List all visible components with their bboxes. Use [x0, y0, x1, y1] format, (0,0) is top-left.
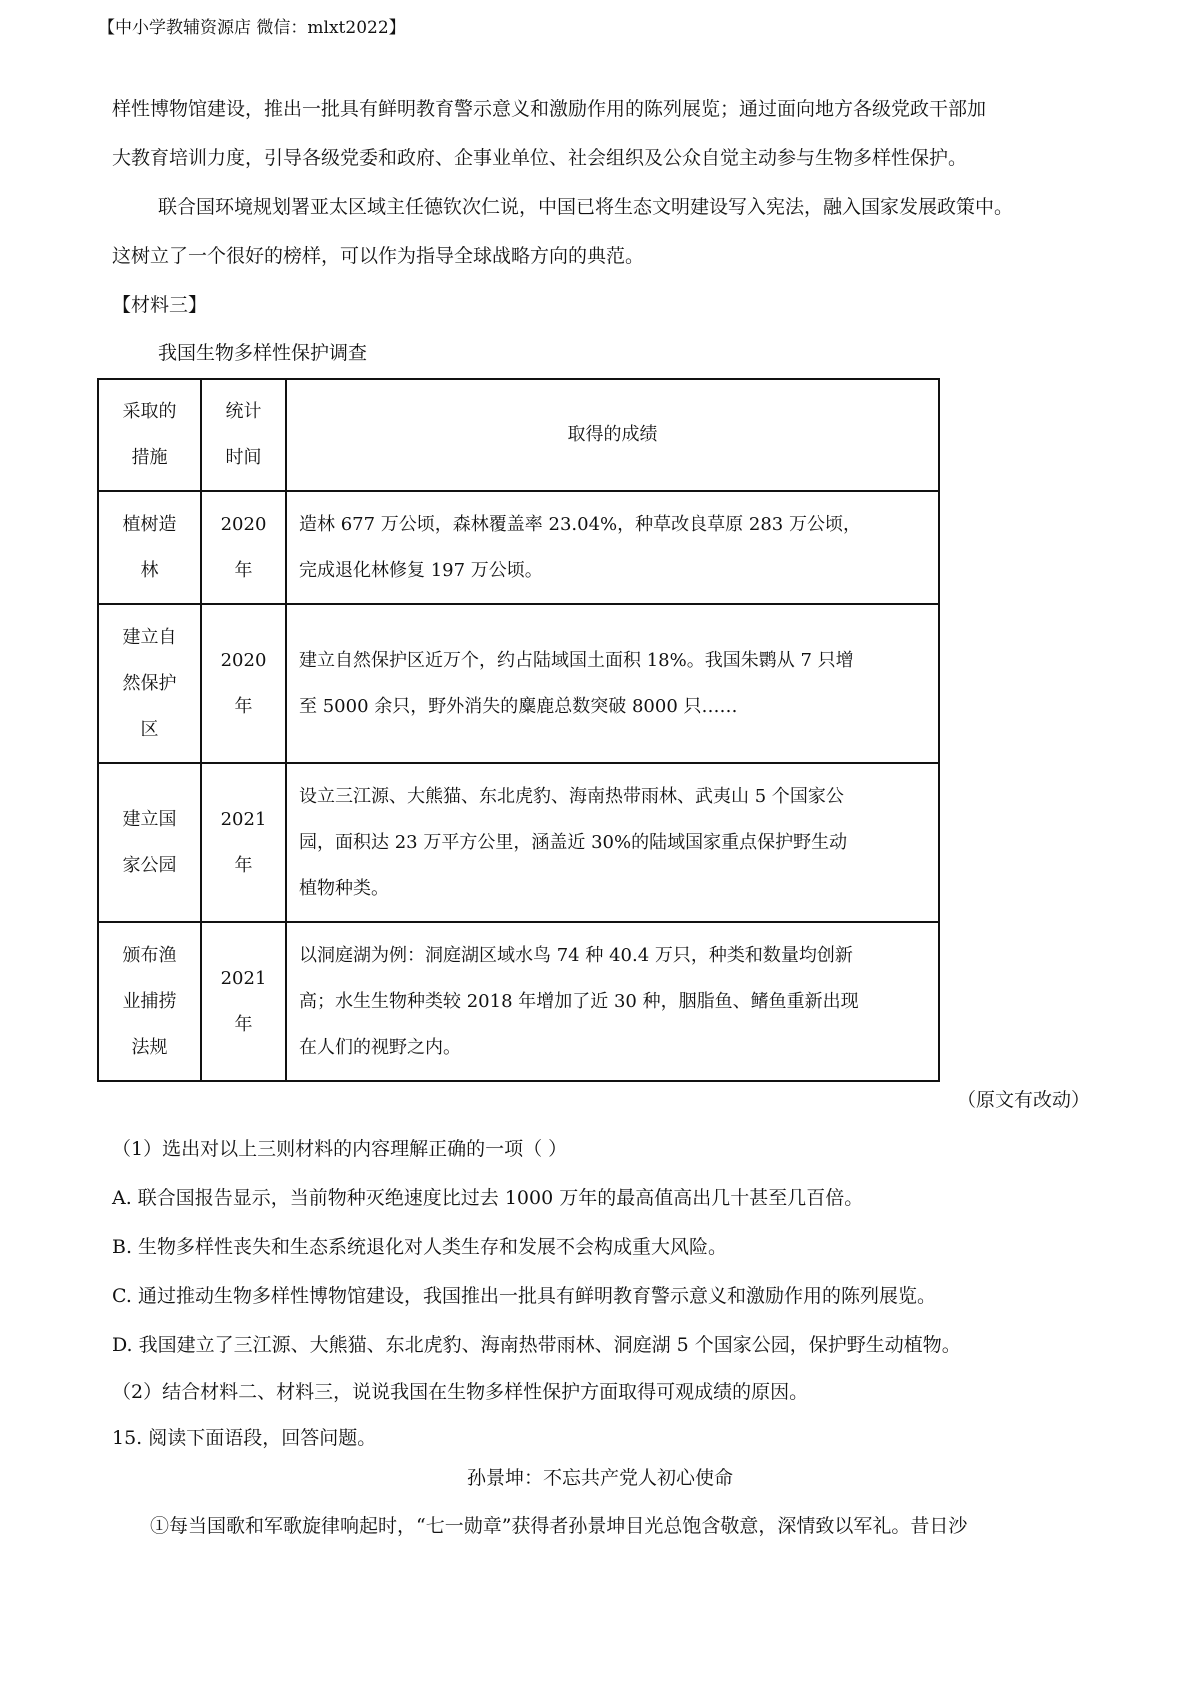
material-three-heading: 【材料三】: [112, 294, 208, 316]
row-achievement: 设立三江源、大熊猫、东北虎豹、海南热带雨林、武夷山 5 个国家公 园，面积达 23 万平方公里，涵盖近 30%的陆域国家重点保护野生动 植物种类。: [286, 763, 939, 922]
table-row: [98, 763, 939, 922]
question-15-stem: 15. 阅读下面语段，回答问题。: [112, 1427, 377, 1449]
question-2-stem: （2）结合材料二、材料三，说说我国在生物多样性保护方面取得可观成绩的原因。: [112, 1381, 809, 1403]
table-header-row: [98, 379, 939, 491]
option-d: D. 我国建立了三江源、大熊猫、东北虎豹、海南热带雨林、洞庭湖 5 个国家公园，保护野生动植物。: [112, 1334, 961, 1356]
intro-line-3: 联合国环境规划署亚太区域主任德钦次仁说，中国已将生态文明建设写入宪法，融入国家发展政策中。: [158, 196, 1014, 218]
intro-line-4: 这树立了一个很好的榜样，可以作为指导全球战略方向的典范。: [112, 245, 645, 267]
row-measure: 建立国 家公园: [98, 763, 201, 922]
watermark-header: 【中小学教辅资源店 微信：mlxt2022】: [98, 18, 406, 38]
question-1-stem: （1）选出对以上三则材料的内容理解正确的一项（ ）: [112, 1138, 568, 1160]
passage-paragraph-1: ①每当国歌和军歌旋律响起时，“七一勋章”获得者孙景坤目光总饱含敬意，深情致以军礼。昔日沙: [150, 1515, 968, 1537]
row-achievement: 造林 677 万公顷，森林覆盖率 23.04%，种草改良草原 283 万公顷， 完成退化林修复 197 万公顷。: [286, 491, 939, 604]
row-achievement: 建立自然保护区近万个，约占陆域国土面积 18%。我国朱鹮从 7 只增 至 5000 余只，野外消失的麋鹿总数突破 8000 只……: [286, 604, 939, 763]
survey-table: [97, 378, 940, 1082]
option-a: A. 联合国报告显示，当前物种灭绝速度比过去 1000 万年的最高值高出几十甚至几百倍。: [112, 1187, 864, 1209]
source-note: （原文有改动）: [956, 1089, 1090, 1111]
option-b: B. 生物多样性丧失和生态系统退化对人类生存和发展不会构成重大风险。: [112, 1236, 728, 1258]
table-title: 我国生物多样性保护调查: [158, 342, 368, 364]
header-measure: 采取的 措施: [98, 379, 201, 491]
table-row: [98, 922, 939, 1081]
row-year: 2021 年: [201, 763, 286, 922]
passage-title: 孙景坤：不忘共产党人初心使命: [466, 1467, 733, 1489]
header-achievement: 取得的成绩: [286, 379, 939, 491]
row-year: 2020 年: [201, 491, 286, 604]
intro-line-1: 样性博物馆建设，推出一批具有鲜明教育警示意义和激励作用的陈列展览；通过面向地方各级党政干部加: [112, 98, 987, 120]
intro-line-2: 大教育培训力度，引导各级党委和政府、企事业单位、社会组织及公众自觉主动参与生物多样性保护。: [112, 147, 968, 169]
row-measure: 颁布渔 业捕捞 法规: [98, 922, 201, 1081]
row-measure: 建立自 然保护 区: [98, 604, 201, 763]
row-year: 2021 年: [201, 922, 286, 1081]
table-row: [98, 604, 939, 763]
row-year: 2020 年: [201, 604, 286, 763]
header-time: 统计 时间: [201, 379, 286, 491]
option-c: C. 通过推动生物多样性博物馆建设，我国推出一批具有鲜明教育警示意义和激励作用的陈列展览。: [112, 1285, 936, 1307]
row-measure: 植树造 林: [98, 491, 201, 604]
row-achievement: 以洞庭湖为例：洞庭湖区域水鸟 74 种 40.4 万只，种类和数量均创新 高；水生生物种类较 2018 年增加了近 30 种，胭脂鱼、鳍鱼重新出现 在人们的视野之内。: [286, 922, 939, 1081]
table-row: [98, 491, 939, 604]
